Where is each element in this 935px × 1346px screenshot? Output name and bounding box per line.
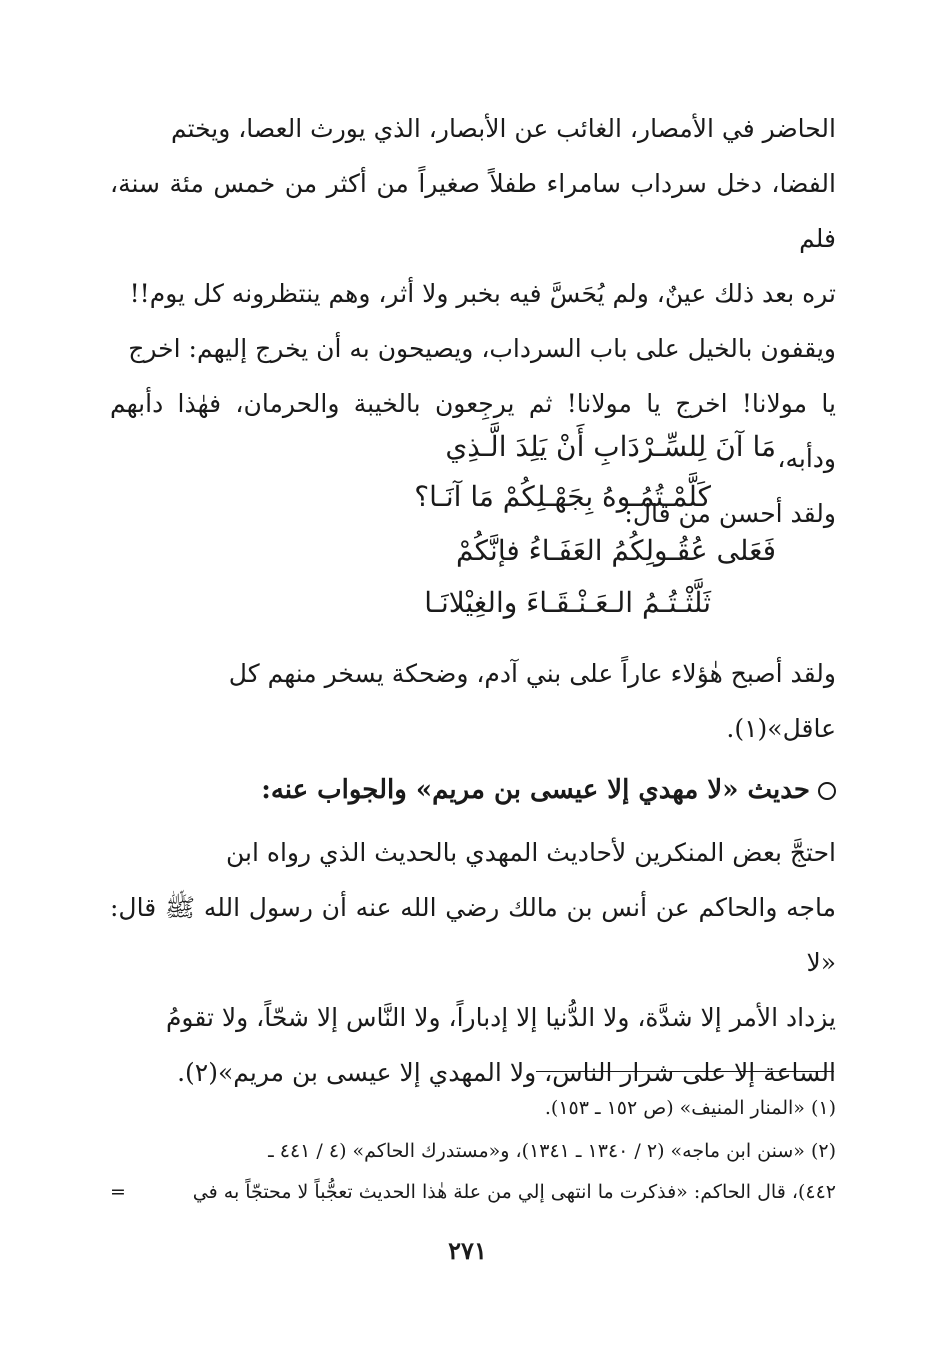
text-line: ويقفون بالخيل على باب السرداب، ويصيحون به أن يخرج إليهم: اخرج [128,334,836,363]
heading-text: حديث «لا مهدي إلا عيسى بن مريم» والجواب عنه: [261,775,810,805]
text-line: ولقد أصبح هٰؤلاء عاراً على بني آدم، وضحكة يسخر منهم كل [228,659,836,688]
poem-line: مَا آنَ لِلسِّـرْدَابِ أَنْ يَلِدَ الَّـذِي [445,430,776,463]
footnote-2-continued [110,1172,836,1212]
text-line: الساعة إلا على شرار الناس، ولا المهدي إلا عيسى بن مريم»(٢). [177,1058,836,1087]
circle-bullet-icon [818,782,836,800]
footnote-2: (٢) «سنن ابن ماجه» (٢ / ١٣٤٠ ـ ١٣٤١)، و«مستدرك الحاكم» (٤ / ٤٤١ ـ [268,1140,836,1162]
body-paragraph-1 [110,101,836,541]
text-line: الحاضر في الأمصار، الغائب عن الأبصار، الذي يورث العصا، ويختم [170,114,836,143]
continuation-mark: = [110,1181,126,1203]
text-line: الفضا، دخل سرداب سامراء طفلاً صغيراً من أكثر من خمس مئة سنة، فلم [110,169,836,253]
text-line: ماجه والحاكم عن أنس بن مالك رضي الله عنه أن رسول الله ﷺ قال: «لا [110,893,836,977]
poem-line: فَعَلى عُقُـولِكُمُ العَفَـاءُ فإنَّكُمْ [455,534,776,567]
text-line: ولقد أحسن من قال: [624,499,836,528]
text-line: عاقل»(١). [726,714,836,743]
poem-line: ثَلَّثْـتُـمُ الـعَـنْـقَـاءَ والغِيْلانَـا [424,586,711,619]
footnote-divider [536,1071,834,1072]
page-number: ٢٧١ [448,1236,487,1265]
text-line: احتجَّ بعض المنكرين لأحاديث المهدي بالحديث الذي رواه ابن [226,838,836,867]
text-line: يا مولانا! اخرج يا مولانا! ثم يرجِعون بالخيبة والحرمان، فهٰذا دأبهم ودأبه، [110,389,836,473]
footnote-1: (١) «المنار المنيف» (ص ١٥٢ ـ ١٥٣). [544,1097,836,1119]
footnote-text: ٤٤٢)، قال الحاكم: «فذكرت ما انتهى إلي من علة هٰذا الحديث تعجُّباً لا محتجّاً به في [192,1181,836,1203]
text-line: تره بعد ذلك عينٌ، ولم يُحَسَّ فيه بخبر ولا أثر، وهم ينتظرونه كل يوم!! [129,279,836,308]
poem-line: كَلَّمْـتُمُـوهُ بِجَهْـلِكُمْ مَا آنَـا؟ [414,480,711,513]
body-paragraph-3 [110,825,836,1100]
section-heading [110,768,836,812]
text-line: يزداد الأمر إلا شدَّة، ولا الدُّنيا إلا إدباراً، ولا النَّاس إلا شحّاً، ولا تقومُ [165,1003,836,1032]
body-paragraph-2 [110,646,836,756]
